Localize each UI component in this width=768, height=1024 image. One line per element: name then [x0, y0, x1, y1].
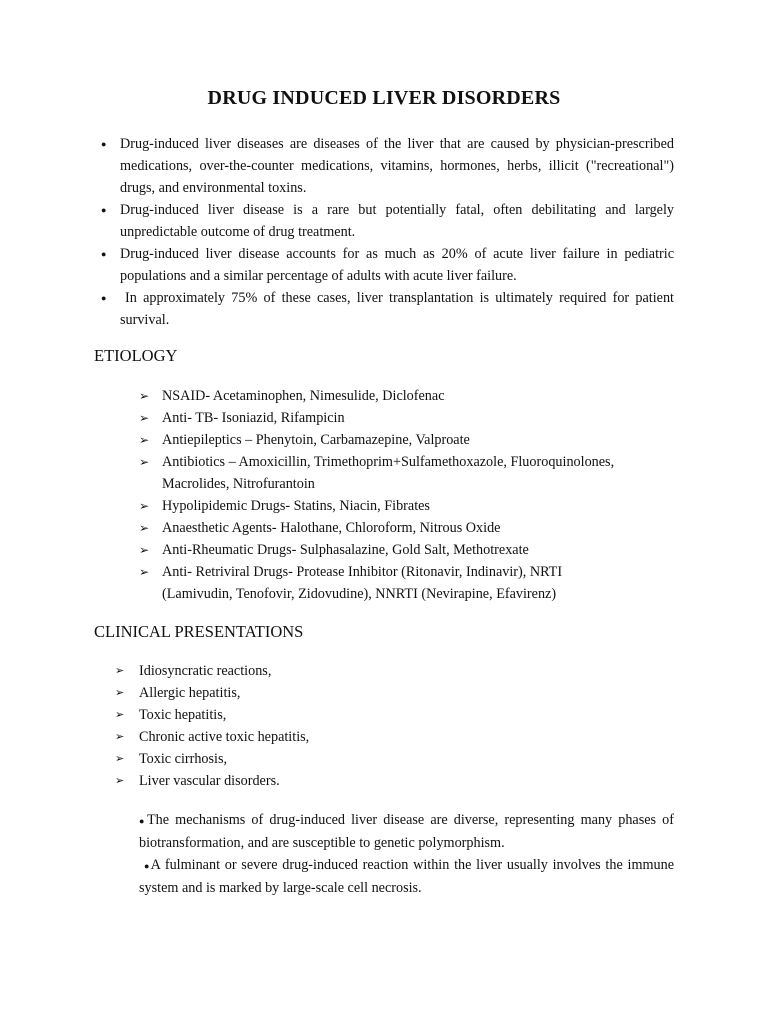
list-item — [101, 133, 674, 199]
list-item-text: Allergic hepatitis, — [139, 685, 241, 701]
mechanism-bullet-list — [139, 809, 674, 899]
list-item-text: Idiosyncratic reactions, — [139, 663, 272, 679]
list-item-text: The mechanisms of drug-induced liver disease are diverse, representing many phases of biotransformation, and are susceptible to genetic polymorphism. — [139, 812, 674, 851]
arrow-bullet-icon: ➢ — [139, 411, 150, 425]
list-item-text: Anaesthetic Agents- Halothane, Chloroform, Nitrous Oxide — [162, 520, 501, 536]
list-item-text: Liver vascular disorders. — [139, 773, 280, 789]
arrow-bullet-icon: ➢ — [115, 775, 125, 787]
list-item-text: Chronic active toxic hepatitis, — [139, 729, 310, 745]
list-item-text: Hypolipidemic Drugs- Statins, Niacin, Fibrates — [162, 498, 430, 514]
list-item — [115, 748, 659, 770]
list-item — [139, 495, 682, 517]
list-item-text: Drug-induced liver disease is a rare but potentially fatal, often debilitating and largely unpredictable outcome of drug treatment. — [120, 202, 674, 240]
bullet-dot-icon: ● — [101, 293, 107, 303]
list-item-text: In approximately 75% of these cases, liver transplantation is ultimately required for patient survival. — [120, 290, 674, 328]
list-item — [115, 770, 659, 792]
clinical-heading: CLINICAL PRESENTATIONS — [94, 622, 304, 641]
list-item — [115, 660, 659, 682]
list-item-text: Drug-induced liver disease accounts for as much as 20% of acute liver failure in pediatric populations and a similar percentage of adults with acute liver failure. — [120, 246, 674, 284]
list-item — [115, 704, 659, 726]
list-item — [139, 561, 622, 605]
list-item — [139, 517, 682, 539]
list-item-text: Antiepileptics – Phenytoin, Carbamazepine, Valproate — [162, 432, 470, 448]
arrow-bullet-icon: ➢ — [139, 543, 150, 557]
bullet-dot-icon: ● — [101, 139, 107, 149]
arrow-bullet-icon: ➢ — [139, 565, 150, 579]
list-item — [139, 809, 674, 854]
bullet-dot-icon: ● — [101, 249, 107, 259]
arrow-bullet-icon: ➢ — [139, 499, 150, 513]
list-item — [115, 726, 659, 748]
bullet-dot-icon: ● — [139, 816, 148, 826]
list-item-text: Antibiotics – Amoxicillin, Trimethoprim+Sulfamethoxazole, Fluoroquinolones, Macrolides, Nitrofurantoin — [162, 454, 615, 492]
list-item-text: Drug-induced liver diseases are diseases of the liver that are caused by physician-prescribed medications, over-the-counter medications, vitamins, hormones, herbs, illicit ("recreational") drugs, and environmental toxins. — [120, 136, 674, 196]
list-item — [139, 451, 662, 495]
etiology-list — [139, 385, 682, 605]
list-item-text: Anti- TB- Isoniazid, Rifampicin — [162, 410, 345, 426]
list-item — [139, 407, 682, 429]
intro-bullet-list — [101, 133, 674, 331]
list-item-text: NSAID- Acetaminophen, Nimesulide, Diclofenac — [162, 388, 445, 404]
list-item — [139, 385, 682, 407]
list-item-text: A fulminant or severe drug-induced reaction within the liver usually involves the immune system and is marked by large-scale cell necrosis. — [139, 857, 675, 896]
arrow-bullet-icon: ➢ — [139, 455, 150, 469]
list-item — [115, 682, 659, 704]
list-item — [101, 287, 674, 331]
etiology-heading: ETIOLOGY — [94, 346, 178, 365]
list-item-text: Anti-Rheumatic Drugs- Sulphasalazine, Gold Salt, Methotrexate — [162, 542, 529, 558]
arrow-bullet-icon: ➢ — [115, 753, 125, 765]
list-item-text: Anti- Retriviral Drugs- Protease Inhibitor (Ritonavir, Indinavir), NRTI (Lamivudin, Tenofovir, Zidovudine), NNRTI (Nevirapine, Efavirenz) — [162, 564, 563, 602]
arrow-bullet-icon: ➢ — [115, 687, 125, 699]
list-item — [101, 243, 674, 287]
list-item-text: Toxic cirrhosis, — [139, 751, 228, 767]
list-item-text: Toxic hepatitis, — [139, 707, 227, 723]
clinical-list — [115, 660, 659, 792]
arrow-bullet-icon: ➢ — [115, 731, 125, 743]
bullet-dot-icon: ● — [144, 861, 151, 871]
list-item — [139, 854, 674, 899]
arrow-bullet-icon: ➢ — [115, 709, 125, 721]
list-item — [139, 539, 682, 561]
arrow-bullet-icon: ➢ — [139, 389, 150, 403]
list-item — [139, 429, 682, 451]
bullet-dot-icon: ● — [101, 205, 107, 215]
arrow-bullet-icon: ➢ — [139, 521, 150, 535]
arrow-bullet-icon: ➢ — [139, 433, 150, 447]
list-item — [101, 199, 674, 243]
page-title: DRUG INDUCED LIVER DISORDERS — [207, 87, 561, 109]
arrow-bullet-icon: ➢ — [115, 665, 125, 677]
